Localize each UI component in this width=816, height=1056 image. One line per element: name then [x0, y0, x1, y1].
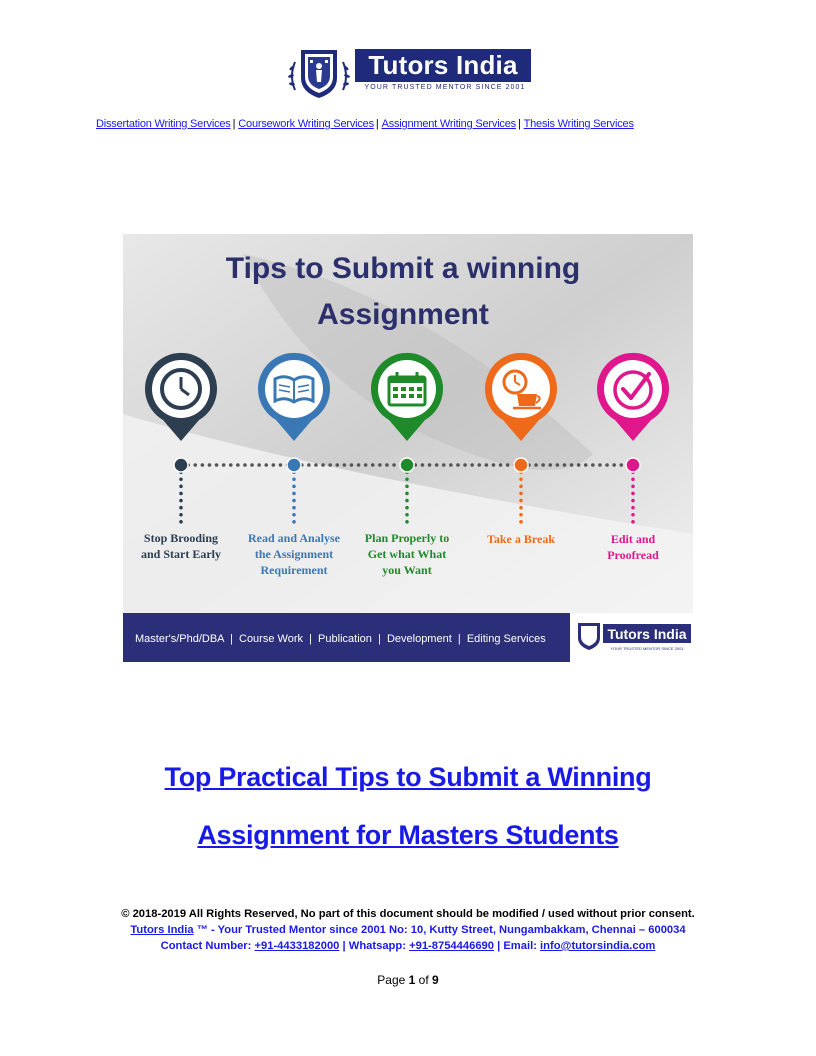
step-label: you Want: [382, 563, 432, 577]
contact-info: [0, 938, 816, 954]
document-title-line1: [0, 762, 816, 793]
page-of-label: of: [415, 973, 433, 987]
step-label: Get what What: [367, 547, 447, 561]
step-label: Plan Properly to: [364, 531, 450, 545]
email-label: | Email:: [494, 940, 541, 952]
banner-brand-name: Tutors India: [607, 626, 687, 642]
page-total: 9: [432, 973, 439, 987]
company-address-text: ™ - Your Trusted Mentor since 2001 No: 10, Kutty Street, Nungambakkam, Chennai – 600034: [193, 924, 686, 936]
banner-logo: [578, 623, 691, 651]
step-label: Take a Break: [486, 532, 556, 546]
step-label: Requirement: [260, 563, 328, 577]
step-label: Read and Analyse: [247, 531, 341, 545]
step-label: and Start Early: [140, 547, 222, 561]
link-separator: |: [375, 118, 379, 130]
step-label: Stop Brooding: [143, 531, 219, 545]
copyright-notice: © 2018-2019 All Rights Reserved, No part of this document should be modified / used without prior consent.: [121, 908, 695, 920]
page-prefix: Page: [377, 973, 409, 987]
whatsapp-label: | Whatsapp:: [339, 940, 410, 952]
link-coursework-writing[interactable]: Coursework Writing Services: [238, 118, 374, 130]
link-thesis-writing[interactable]: Thesis Writing Services: [523, 118, 634, 130]
contact-label: Contact Number:: [160, 940, 255, 952]
tutors-india-logo: [285, 46, 531, 100]
link-separator: |: [232, 118, 236, 130]
company-address: [0, 922, 816, 938]
document-title-line2: [0, 820, 816, 851]
document-title-link[interactable]: Top Practical Tips to Submit a Winning: [164, 762, 652, 792]
whatsapp-link[interactable]: +91-8754446690: [409, 940, 494, 952]
brand-name: Tutors India: [368, 50, 518, 80]
crest-icon: [285, 46, 353, 100]
tips-infographic: [123, 234, 693, 662]
link-dissertation-writing[interactable]: Dissertation Writing Services: [96, 118, 231, 130]
link-separator: |: [517, 118, 521, 130]
banner-brand-tagline: YOUR TRUSTED MENTOR SINCE 2001: [610, 646, 684, 651]
infographic-title-line1: Tips to Submit a winning: [225, 252, 581, 285]
brand-tagline: YOUR TRUSTED MENTOR SINCE 2001: [364, 84, 526, 91]
banner-services-text: Master's/Phd/DBA | Course Work | Publication | Development | Editing Services: [135, 633, 546, 645]
document-title-link[interactable]: Assignment for Masters Students: [197, 820, 619, 850]
infographic-title-line2: Assignment: [317, 298, 489, 331]
email-link[interactable]: info@tutorsindia.com: [540, 940, 656, 952]
step-label: the Assignment: [254, 547, 334, 561]
services-links: [96, 118, 634, 130]
brand-name-box: [355, 49, 531, 82]
step-label: Edit and: [610, 532, 656, 546]
step-label: Proofread: [607, 548, 659, 562]
company-link[interactable]: Tutors India: [130, 924, 194, 936]
phone-link[interactable]: +91-4433182000: [254, 940, 340, 952]
page-number: [0, 973, 816, 987]
link-assignment-writing[interactable]: Assignment Writing Services: [381, 118, 516, 130]
page-current: 1: [408, 973, 416, 987]
